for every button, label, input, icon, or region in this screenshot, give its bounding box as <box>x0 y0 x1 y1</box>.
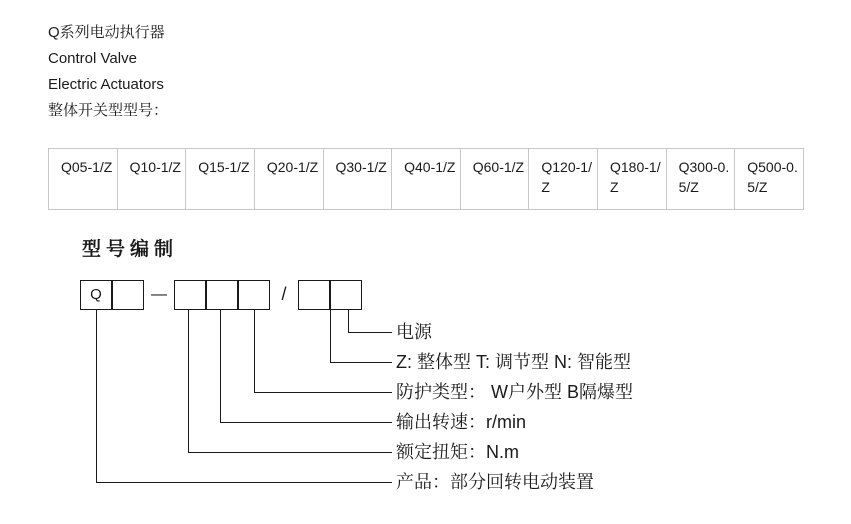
leader-line-protection-h <box>254 392 392 393</box>
leader-line-power <box>348 310 349 332</box>
model-cell: Q180-1/Z <box>598 149 667 210</box>
leader-line-torque <box>188 310 189 452</box>
model-cell: Q60-1/Z <box>460 149 529 210</box>
callout-protection: 防护类型： W户外型 B隔爆型 <box>396 382 633 402</box>
code-box-speed <box>174 280 206 310</box>
model-cell: Q40-1/Z <box>392 149 461 210</box>
heading-line-2: Control Valve <box>48 50 137 67</box>
model-cell: Q500-0.5/Z <box>735 149 804 210</box>
code-box-power-1 <box>298 280 330 310</box>
code-box-product: Q <box>80 280 112 310</box>
heading-line-3: Electric Actuators <box>48 76 164 93</box>
code-box-torque <box>112 280 144 310</box>
leader-line-speed <box>220 310 221 422</box>
callout-type: Z: 整体型 T: 调节型 N: 智能型 <box>396 352 632 372</box>
code-box-type <box>238 280 270 310</box>
leader-line-type <box>330 310 331 362</box>
model-cell: Q120-1/Z <box>529 149 598 210</box>
model-cell: Q20-1/Z <box>254 149 323 210</box>
leader-line-power-h <box>348 332 392 333</box>
callout-torque: 额定扭矩：N.m <box>396 442 519 462</box>
model-cell: Q300-0.5/Z <box>666 149 735 210</box>
model-cell: Q30-1/Z <box>323 149 392 210</box>
heading-line-4: 整体开关型型号： <box>48 102 169 119</box>
model-cell: Q10-1/Z <box>117 149 186 210</box>
model-cell: Q05-1/Z <box>49 149 118 210</box>
callout-power: 电源 <box>396 322 432 342</box>
page-title <box>48 20 168 124</box>
slash-separator: / <box>281 284 287 304</box>
leader-line-product <box>96 310 97 482</box>
table-row <box>49 149 804 210</box>
leader-line-product-h <box>96 482 392 483</box>
leader-line-speed-h <box>220 422 392 423</box>
code-box-power-2 <box>330 280 362 310</box>
diagram-title: 型号编制 <box>82 239 179 260</box>
leader-line-protection <box>254 310 255 392</box>
model-cell: Q15-1/Z <box>186 149 255 210</box>
callout-product: 产品：部分回转电动装置 <box>396 472 594 492</box>
code-box-protection <box>206 280 238 310</box>
heading-line-1: Q系列电动执行器 <box>48 24 165 41</box>
model-coding-diagram <box>0 228 851 524</box>
dash-separator: — <box>151 286 167 303</box>
callout-speed: 输出转速：r/min <box>396 412 526 432</box>
leader-line-torque-h <box>188 452 392 453</box>
model-number-table <box>48 148 804 210</box>
leader-line-type-h <box>330 362 392 363</box>
